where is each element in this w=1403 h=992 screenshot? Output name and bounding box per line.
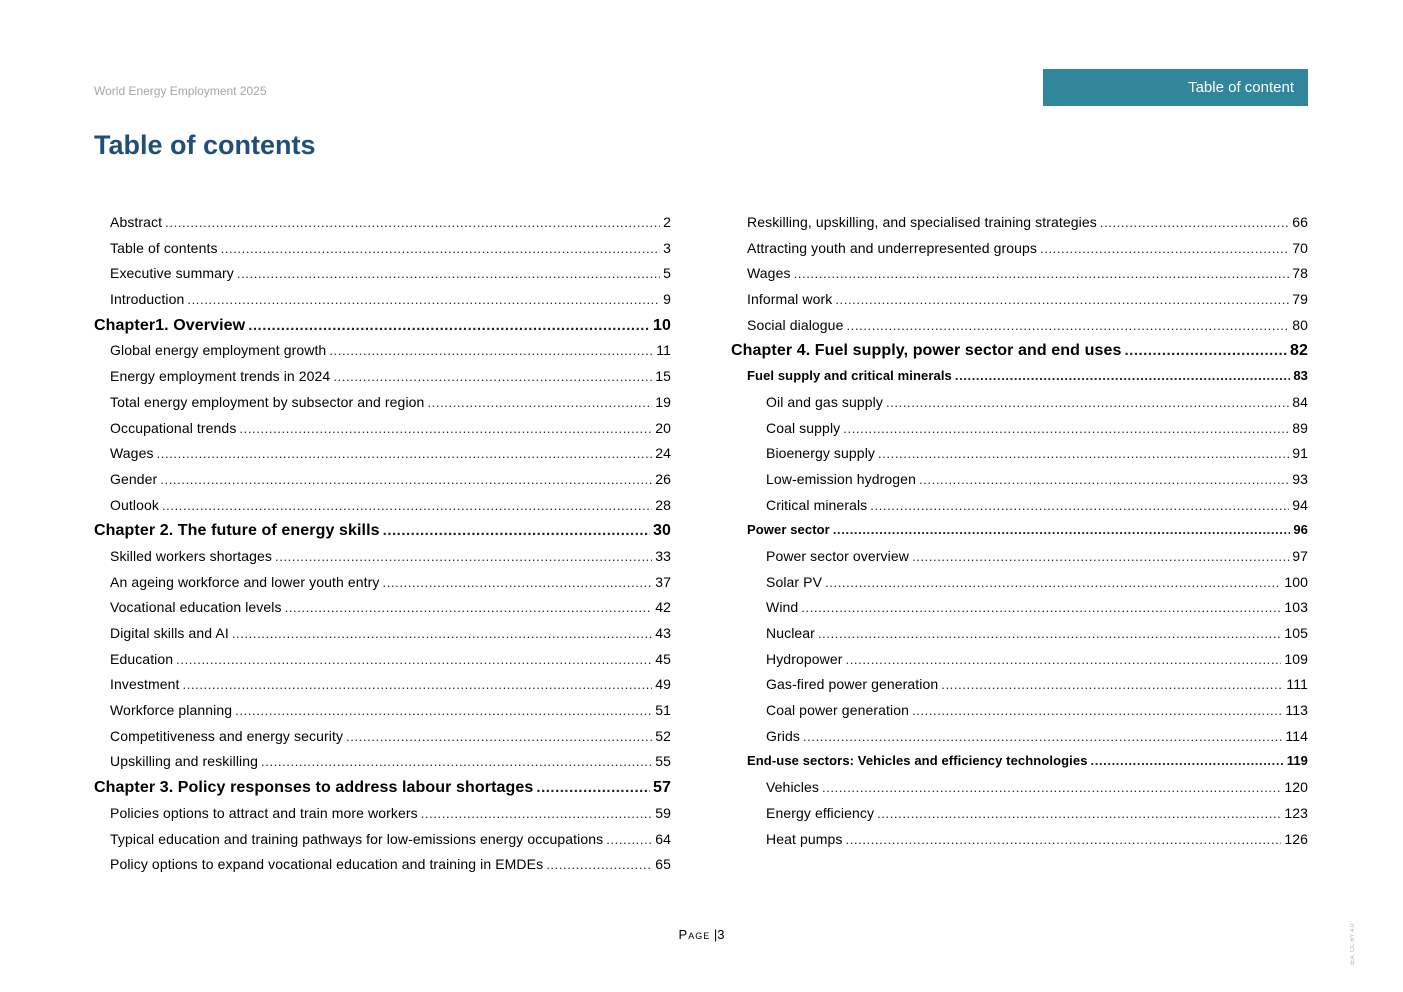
toc-entry-title: Oil and gas supply	[766, 393, 883, 410]
toc-dot-leader	[870, 497, 1289, 513]
toc-dot-leader	[235, 702, 652, 718]
toc-dot-leader	[237, 265, 660, 281]
toc-dot-leader	[421, 805, 653, 821]
toc-entry[interactable]	[94, 420, 671, 446]
toc-entry-title: Executive summary	[110, 265, 234, 282]
toc-entry-title: Heat pumps	[766, 830, 843, 847]
toc-entry[interactable]	[731, 240, 1308, 266]
toc-dot-leader	[955, 368, 1290, 383]
toc-entry-page: 11	[656, 342, 671, 359]
toc-entry-title: Hydropower	[766, 650, 843, 667]
toc-entry-title: Chapter 4. Fuel supply, power sector and end uses	[731, 342, 1122, 360]
page-title: Table of contents	[94, 130, 316, 160]
toc-entry[interactable]	[731, 831, 1308, 857]
toc-entry-page: 5	[663, 265, 671, 282]
toc-entry[interactable]	[94, 574, 671, 600]
toc-entry-page: 37	[655, 573, 671, 590]
toc-entry-page: 126	[1284, 830, 1308, 847]
toc-entry[interactable]	[731, 420, 1308, 446]
toc-entry-page: 10	[653, 316, 671, 334]
toc-entry[interactable]	[94, 522, 671, 548]
toc-entry-page: 9	[663, 291, 671, 308]
toc-entry-page: 2	[663, 214, 671, 230]
toc-entry-page: 52	[655, 727, 671, 744]
toc-entry[interactable]	[94, 317, 671, 343]
toc-dot-leader	[843, 420, 1289, 436]
toc-entry[interactable]	[94, 240, 671, 266]
toc-entry-page: 65	[655, 856, 671, 873]
toc-entry-page: 89	[1292, 419, 1308, 436]
toc-entry-page: 80	[1292, 316, 1308, 333]
toc-entry[interactable]	[731, 779, 1308, 805]
toc-dot-leader	[165, 214, 660, 230]
toc-entry[interactable]	[731, 676, 1308, 702]
toc-dot-leader	[187, 291, 660, 307]
toc-entry-page: 20	[655, 419, 671, 436]
toc-entry[interactable]	[94, 728, 671, 754]
section-tab	[1043, 69, 1308, 106]
toc-entry-page: 109	[1284, 650, 1308, 667]
toc-entry[interactable]	[731, 651, 1308, 677]
toc-dot-leader	[182, 676, 652, 692]
toc-dot-leader	[845, 651, 1281, 667]
toc-entry-title: Typical education and training pathways for low-emissions energy occupations	[110, 830, 604, 847]
toc-entry-title: Workforce planning	[110, 702, 233, 719]
toc-entry[interactable]	[94, 291, 671, 317]
toc-entry-page: 120	[1284, 779, 1308, 796]
toc-dot-leader	[383, 522, 650, 540]
toc-entry-page: 82	[1290, 342, 1308, 360]
toc-dot-leader	[546, 856, 652, 872]
toc-entry-title: Global energy employment growth	[110, 342, 327, 359]
toc-entry[interactable]	[731, 625, 1308, 651]
toc-entry[interactable]	[731, 445, 1308, 471]
toc-entry[interactable]	[94, 497, 671, 523]
page-label: Page	[678, 927, 711, 942]
toc-entry-title: Coal power generation	[766, 702, 909, 719]
toc-entry-title: Wages	[110, 445, 154, 462]
toc-entry-title: Grids	[766, 727, 800, 744]
toc-entry[interactable]	[94, 394, 671, 420]
toc-dot-leader	[941, 676, 1283, 692]
toc-dot-leader	[886, 394, 1289, 410]
page-number: 3	[717, 927, 725, 942]
toc-entry-page: 51	[655, 702, 671, 719]
toc-entry[interactable]	[94, 445, 671, 471]
toc-entry-page: 119	[1286, 753, 1308, 769]
toc-entry-title: Vocational education levels	[110, 599, 282, 616]
page-footer	[0, 927, 1403, 942]
toc-entry-page: 3	[663, 239, 671, 256]
toc-entry-title: Total energy employment by subsector and region	[110, 393, 425, 410]
toc-dot-leader	[248, 317, 650, 335]
toc-entry-page: 64	[655, 830, 671, 847]
toc-entry-title: Abstract	[110, 214, 163, 230]
toc-entry-title: Gas-fired power generation	[766, 676, 939, 693]
toc-dot-leader	[275, 548, 652, 564]
toc-dot-leader	[176, 651, 652, 667]
toc-entry-page: 30	[653, 522, 671, 540]
toc-dot-leader	[822, 779, 1281, 795]
toc-entry-title: Vehicles	[766, 779, 819, 796]
toc-entry[interactable]	[731, 574, 1308, 600]
toc-entry[interactable]	[731, 548, 1308, 574]
toc-entry[interactable]	[731, 702, 1308, 728]
toc-entry-title: Chapter 2. The future of energy skills	[94, 522, 380, 540]
toc-entry-page: 91	[1292, 445, 1308, 462]
toc-entry[interactable]	[731, 522, 1308, 548]
toc-entry-page: 113	[1285, 702, 1308, 719]
section-tab-label: Table of content	[1188, 79, 1294, 96]
toc-entry-page: 55	[655, 753, 671, 770]
toc-entry-title: Social dialogue	[747, 316, 844, 333]
toc-entry-page: 111	[1286, 676, 1308, 693]
toc-entry-page: 105	[1284, 625, 1308, 641]
toc-dot-leader	[794, 265, 1290, 281]
toc-entry-title: Policy options to expand vocational education and training in EMDEs	[110, 856, 544, 873]
toc-dot-leader	[1040, 240, 1289, 256]
toc-entry-page: 42	[655, 599, 671, 616]
toc-entry[interactable]	[731, 265, 1308, 291]
toc-entry[interactable]	[731, 753, 1308, 779]
toc-entry[interactable]	[731, 214, 1308, 240]
toc-entry-page: 66	[1292, 214, 1308, 230]
toc-left-column	[94, 214, 671, 882]
toc-right-column	[731, 214, 1308, 856]
toc-entry-title: Competitiveness and energy security	[110, 727, 344, 744]
toc-dot-leader	[329, 342, 653, 358]
toc-entry-page: 97	[1292, 547, 1308, 564]
toc-entry-title: Solar PV	[766, 573, 823, 590]
toc-entry-title: Nuclear	[766, 625, 815, 641]
toc-entry[interactable]	[94, 548, 671, 574]
toc-dot-leader	[833, 522, 1290, 537]
toc-entry-title: Energy employment trends in 2024	[110, 368, 331, 385]
toc-entry[interactable]	[94, 702, 671, 728]
toc-dot-leader	[1091, 753, 1284, 768]
toc-dot-leader	[825, 574, 1281, 590]
toc-entry[interactable]	[731, 394, 1308, 420]
toc-entry-page: 84	[1292, 393, 1308, 410]
toc-entry[interactable]	[731, 368, 1308, 394]
toc-entry[interactable]	[731, 805, 1308, 831]
document-title: World Energy Employment 2025	[94, 84, 267, 98]
toc-entry[interactable]	[94, 342, 671, 368]
toc-dot-leader	[346, 728, 652, 744]
toc-dot-leader	[803, 728, 1282, 744]
toc-entry-title: Low-emission hydrogen	[766, 470, 916, 487]
toc-entry[interactable]	[94, 831, 671, 857]
toc-dot-leader	[912, 548, 1289, 564]
toc-entry-page: 78	[1292, 265, 1308, 282]
toc-entry-title: Skilled workers shortages	[110, 547, 273, 564]
toc-entry-title: Chapter1. Overview	[94, 316, 246, 334]
toc-dot-leader	[261, 753, 652, 769]
toc-entry-page: 93	[1292, 470, 1308, 487]
toc-dot-leader	[162, 497, 652, 513]
toc-entry-page: 123	[1284, 804, 1308, 821]
toc-entry[interactable]	[731, 342, 1308, 368]
toc-entry[interactable]	[94, 214, 671, 240]
toc-entry[interactable]	[731, 317, 1308, 343]
toc-dot-leader	[878, 445, 1289, 461]
toc-dot-leader	[919, 471, 1289, 487]
toc-entry-page: 114	[1285, 727, 1308, 744]
toc-entry[interactable]	[731, 599, 1308, 625]
toc-entry-page: 43	[655, 625, 671, 641]
toc-dot-leader	[845, 831, 1281, 847]
toc-entry-title: Policies options to attract and train more workers	[110, 804, 418, 821]
toc-entry-title: Energy efficiency	[766, 804, 875, 821]
toc-entry[interactable]	[94, 676, 671, 702]
toc-entry[interactable]	[731, 291, 1308, 317]
toc-entry[interactable]	[94, 625, 671, 651]
toc-entry[interactable]	[94, 368, 671, 394]
toc-entry-page: 45	[655, 650, 671, 667]
toc-entry-page: 100	[1284, 573, 1308, 590]
toc-entry-page: 79	[1292, 291, 1308, 308]
toc-entry-title: Education	[110, 650, 174, 667]
toc-dot-leader	[835, 291, 1289, 307]
toc-dot-leader	[1100, 214, 1289, 230]
toc-dot-leader	[333, 368, 652, 384]
toc-entry-page: 19	[655, 393, 671, 410]
toc-dot-leader	[912, 702, 1282, 718]
toc-entry[interactable]	[94, 856, 671, 882]
toc-entry-title: Coal supply	[766, 419, 841, 436]
toc-entry-page: 70	[1292, 239, 1308, 256]
toc-entry[interactable]	[94, 599, 671, 625]
toc-dot-leader	[427, 394, 652, 410]
toc-entry[interactable]	[731, 497, 1308, 523]
toc-dot-leader	[846, 317, 1289, 333]
toc-entry-page: 26	[655, 470, 671, 487]
toc-entry-title: Digital skills and AI	[110, 625, 229, 641]
toc-dot-leader	[877, 805, 1281, 821]
toc-entry-title: Bioenergy supply	[766, 445, 875, 462]
toc-entry-page: 57	[653, 779, 671, 797]
toc-entry-page: 103	[1284, 599, 1308, 616]
toc-entry-page: 28	[655, 496, 671, 513]
toc-entry-title: Fuel supply and critical minerals	[747, 368, 952, 384]
license-note: IEA. CC BY 4.0.	[1350, 922, 1356, 965]
toc-entry-page: 24	[655, 445, 671, 462]
toc-dot-leader	[382, 574, 652, 590]
toc-entry-title: Reskilling, upskilling, and specialised training strategies	[747, 214, 1097, 230]
toc-entry[interactable]	[94, 779, 671, 805]
toc-entry-page: 94	[1292, 496, 1308, 513]
toc-entry-title: Power sector overview	[766, 547, 909, 564]
toc-entry-title: Critical minerals	[766, 496, 868, 513]
toc-dot-leader	[221, 240, 661, 256]
toc-entry-title: Introduction	[110, 291, 185, 308]
toc-entry-page: 49	[655, 676, 671, 693]
toc-entry-page: 15	[655, 368, 671, 385]
toc-dot-leader	[157, 445, 653, 461]
toc-entry[interactable]	[94, 753, 671, 779]
toc-dot-leader	[536, 779, 650, 797]
toc-dot-leader	[285, 599, 653, 615]
toc-entry-title: Investment	[110, 676, 180, 693]
toc-entry[interactable]	[94, 265, 671, 291]
toc-dot-leader	[239, 420, 652, 436]
toc-entry-title: Chapter 3. Policy responses to address labour shortages	[94, 779, 534, 797]
toc-entry[interactable]	[731, 471, 1308, 497]
toc-entry[interactable]	[94, 471, 671, 497]
toc-entry-title: Power sector	[747, 522, 830, 538]
toc-dot-leader	[232, 625, 652, 641]
toc-dot-leader	[606, 831, 652, 847]
toc-entry-title: Wages	[747, 265, 791, 282]
toc-dot-leader	[160, 471, 652, 487]
toc-entry[interactable]	[94, 805, 671, 831]
toc-entry-title: Upskilling and reskilling	[110, 753, 259, 770]
toc-entry[interactable]	[731, 728, 1308, 754]
toc-entry-title: Wind	[766, 599, 799, 616]
toc-dot-leader	[1124, 342, 1287, 360]
toc-dot-leader	[801, 599, 1281, 615]
toc-entry-title: End-use sectors: Vehicles and efficiency technologies	[747, 753, 1088, 769]
toc-entry-page: 83	[1293, 368, 1308, 384]
toc-entry-title: Informal work	[747, 291, 833, 308]
toc-entry-page: 33	[655, 547, 671, 564]
toc-entry-title: Gender	[110, 470, 158, 487]
toc-entry-title: An ageing workforce and lower youth entry	[110, 573, 380, 590]
toc-entry[interactable]	[94, 651, 671, 677]
toc-entry-page: 96	[1293, 522, 1308, 538]
page-separator: |	[713, 927, 718, 942]
toc-dot-leader	[818, 625, 1281, 641]
toc-entry-page: 59	[655, 804, 671, 821]
toc-entry-title: Table of contents	[110, 239, 218, 256]
toc-entry-title: Outlook	[110, 496, 159, 513]
toc-entry-title: Occupational trends	[110, 419, 237, 436]
toc-entry-title: Attracting youth and underrepresented groups	[747, 239, 1038, 256]
